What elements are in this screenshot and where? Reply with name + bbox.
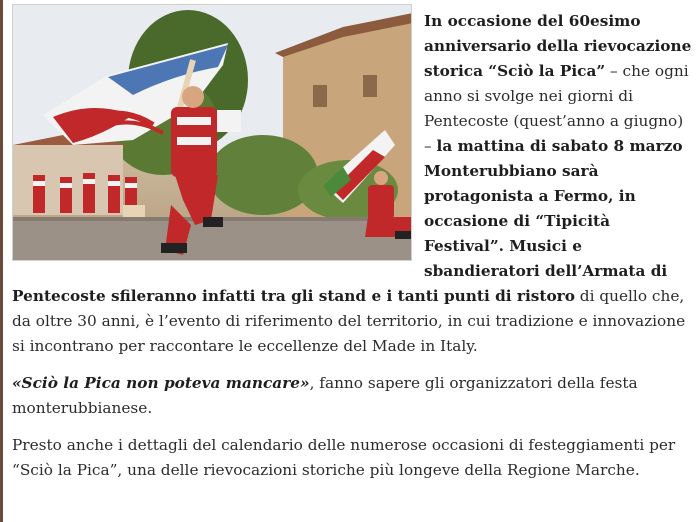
quote-attribution: , fanno sapere gli organizzatori della festa monterubbianese. [12, 374, 638, 417]
photo-illustration [13, 5, 412, 261]
paragraph-calendar [12, 433, 694, 483]
paragraph-quote [12, 371, 694, 421]
announcement-bold-event: la mattina di sabato 8 marzo Monterubbiano sarà protagonista a Fermo, in occasione di “Tipicità Festival”. Musici e sbandieratori dell’Armata di Pentecoste sfileranno infatti tra gli stand e i tanti punti di ristoro [12, 137, 683, 305]
page-left-border [0, 0, 3, 522]
organizers-quote: «Sciò la Pica non poteva mancare» [12, 374, 310, 392]
sbandieratori-photo [12, 4, 412, 261]
announcement-bold-intro: In occasione del 60esimo anniversario della rievocazione storica “Sciò la Pica” [424, 12, 692, 80]
announcement-text-end: di quello che, da oltre 30 anni, è l’evento di riferimento del territorio, in cui tradizione e innovazione si incontrano per raccontare le eccellenze del Made in Italy. [12, 287, 686, 355]
article-body [12, 4, 694, 495]
announcement-text-middle: – che ogni anno si svolge nei giorni di Pentecoste (quest’anno a giugno) – [424, 62, 689, 155]
calendar-text: Presto anche i dettagli del calendario delle numerose occasioni di festeggiamenti per “Sciò la Pica”, una delle rievocazioni storiche più longeve della Regione Marche. [12, 436, 676, 479]
